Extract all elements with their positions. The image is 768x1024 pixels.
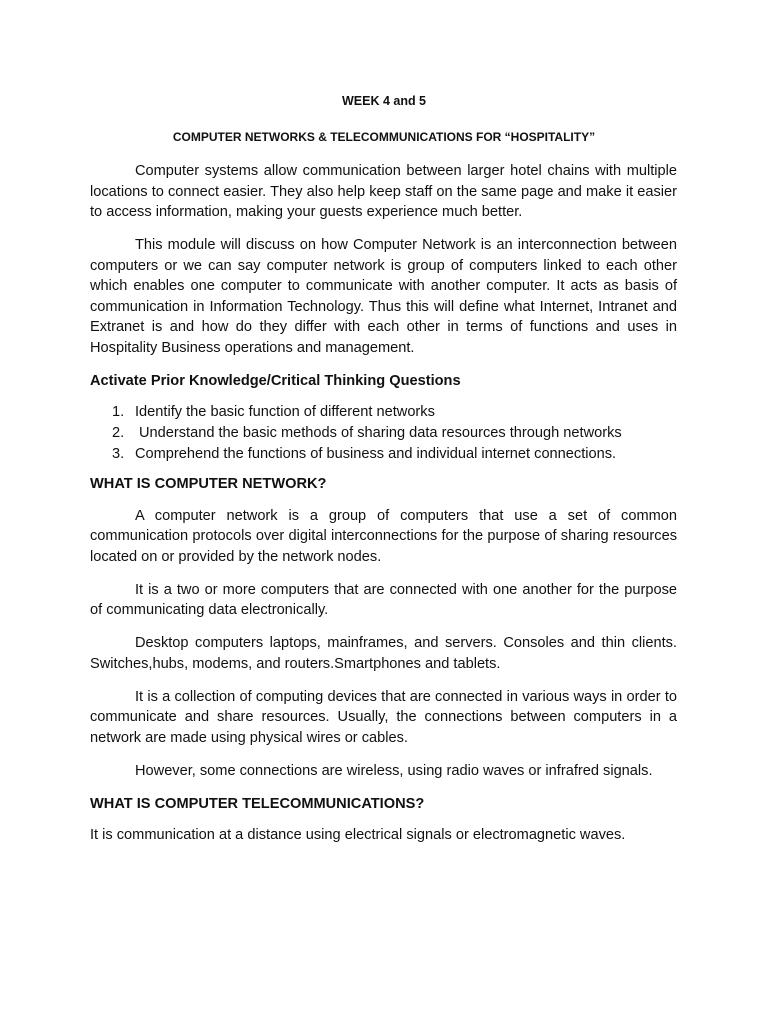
activate-heading: Activate Prior Knowledge/Critical Thinking Questions	[90, 372, 461, 389]
list-text: Identify the basic function of different networks	[135, 404, 435, 420]
telecom-paragraph: It is communication at a distance using electrical signals or electromagnetic waves.	[90, 827, 626, 844]
list-number: 3.	[112, 445, 125, 462]
network-paragraph-1: A computer network is a group of computers that use a set of common communication protocols over digital interconnections for the purpose of sharing resources located on or provided by the network nodes.	[90, 507, 677, 565]
intro-paragraph-1: Computer systems allow communication between larger hotel chains with multiple locations to connect easier. They also help keep staff on the same page and make it easier to access information, making your guests experience much better.	[90, 163, 677, 220]
list-item	[90, 423, 677, 444]
list-item	[90, 402, 677, 423]
questions-list	[90, 402, 677, 464]
list-number: 1.	[112, 404, 125, 420]
week-label: WEEK 4 and 5	[341, 94, 427, 108]
list-number: 2.	[112, 424, 125, 441]
intro-paragraph-2: This module will discuss on how Computer Network is an interconnection between computers or we can say computer network is group of computers linked to each other which enables one computer to communicate with another computer. It acts as basis of communication in Information Technology. Thus this will define what Internet, Intranet and Extranet is and how do they differ with each other in terms of functions and uses in Hospitality Business operations and management.	[90, 237, 677, 356]
network-paragraph-5: However, some connections are wireless, using radio waves or infrafred signals.	[135, 762, 653, 779]
list-text: Understand the basic methods of sharing data resources through networks	[139, 424, 622, 441]
telecom-heading: WHAT IS COMPUTER TELECOMMUNICATIONS?	[90, 795, 425, 812]
network-paragraph-4: It is a collection of computing devices that are connected in various ways in order to communicate and share resources. Usually, the connections between computers in a network are made using physical wires or cables.	[90, 688, 677, 746]
network-paragraph-2: It is a two or more computers that are connected with one another for the purpose of communicating data electronically.	[90, 581, 677, 619]
network-paragraph-3: Desktop computers laptops, mainframes, and servers. Consoles and thin clients. Switches,hubs, modems, and routers.Smartphones and tablets.	[90, 635, 677, 672]
page-title: COMPUTER NETWORKS & TELECOMMUNICATIONS FOR “HOSPITALITY”	[172, 130, 596, 144]
network-heading: WHAT IS COMPUTER NETWORK?	[90, 476, 327, 493]
list-text: Comprehend the functions of business and individual internet connections.	[135, 445, 617, 462]
document-body	[90, 161, 677, 858]
list-item	[90, 444, 677, 465]
